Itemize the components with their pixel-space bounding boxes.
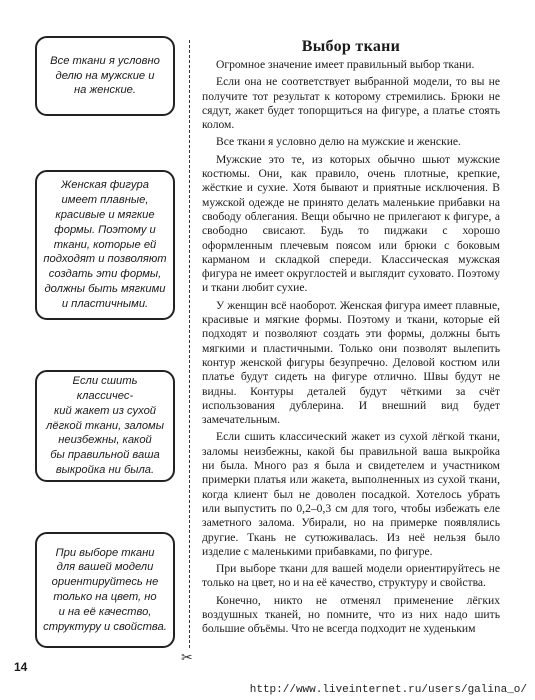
note-line: должны быть мягкими: [44, 283, 166, 295]
note-line: создать эти формы,: [48, 268, 162, 281]
page-number: 14: [14, 660, 28, 674]
article-title: Выбор ткани: [301, 38, 401, 55]
sidebar-note-1: [35, 36, 175, 116]
sidebar-note-4: [35, 532, 175, 648]
note-line: При выборе ткани: [55, 546, 155, 559]
note-line: Все ткани я условно: [50, 54, 160, 67]
article-paragraph: При выборе ткани для вашей модели ориентируйтесь не только на цвет, но и на её качество, структуру и свойства.: [202, 562, 500, 590]
article-paragraph: У женщин всё наоборот. Женская фигура имеет плавные, красивые и мягкие формы. Поэтому и ткани, которые ей подходят и позволяют создать эти формы, должны быть мягкими и пластичными. Только они позволят вылепить контур женской фигуры безупречно. Деловой костюм или платье будут сидеть на фигуре отлично. Швы будут не видны. Контуры деталей будут чёткими за счёт использования дублерина. И внешний вид будет замечательным.: [202, 298, 500, 427]
article-paragraph: Конечно, никто не отменял применение лёгких воздушных тканей, но помните, что из них надо шить большие объёмы. Что не всегда подходит не худеньким: [202, 593, 500, 636]
dashed-cut-line: [189, 40, 190, 648]
note-line: имеет плавные,: [61, 194, 149, 207]
note-line: ткани, которые ей: [53, 238, 157, 251]
note-line: на женские.: [74, 84, 136, 97]
note-line: только на цвет, но: [53, 591, 157, 603]
article-paragraph: Все ткани я условно делю на мужские и женские.: [216, 135, 461, 149]
note-line: лёгкой ткани, заломы: [46, 419, 164, 432]
note-line: делю на мужские и: [55, 69, 155, 82]
note-line: Если сшить классичес-: [72, 375, 138, 403]
note-line: и на её качество,: [58, 605, 152, 618]
scissors-icon: ✂: [181, 650, 193, 666]
sidebar-note-3: [35, 370, 175, 482]
note-line: для вашей модели: [56, 561, 154, 574]
note-line: бы правильной ваша: [50, 449, 160, 462]
article: [202, 38, 500, 640]
article-paragraph: Если сшить классический жакет из сухой лёгкой ткани, заломы неизбежны, какой бы правильной ваша выкройка ни была. Много раз я была и свидетелем и участником примерки платья или жакета, выполненных из сухой ткани, когда клиент был не доволен посадкой. Хотелось убрать или выпустить по 0,2–0,3 см для того, чтобы избежать еле заметного залома. Убирали, но на примерке появлялись другие. Ткань не сутюживалась. Из неё нельзя было изделие с маленькими прибавками, по фигуре.: [202, 430, 500, 558]
note-line: формы. Поэтому и: [54, 223, 156, 236]
article-paragraph: Если она не соответствует выбранной модели, то вы не получите тот результат к которому стремились. Брюки не сядут, жакет будет топорщиться на фигуре, а платье стоять колом.: [202, 75, 500, 132]
note-line: и пластичными.: [61, 297, 149, 310]
note-line: Женская фигура: [61, 179, 149, 192]
note-line: подходят и позволяют: [43, 253, 167, 266]
note-line: выкройка ни была.: [55, 464, 155, 476]
article-paragraph: Огромное значение имеет правильный выбор ткани.: [216, 58, 475, 71]
note-line: неизбежны, какой: [58, 434, 152, 447]
article-paragraph: Мужские это те, из которых обычно шьют мужские костюмы. Они, как правило, очень плотные, крепкие, жёсткие и сухие. Хотя бывают и приятные исключения. В мужской одежде не принято делать маленькие прибавки на свободу облегания. Вещи обычно не прилегают к фигуре, а свободно свисают. Будь то пиджаки с хорошо оформленным плечевым поясом или брюки с боковым карманом и складкой спереди. Классическая мужская фигура не имеет округлостей и выглядит суховато. Поэтому и ткани любит сухие.: [202, 152, 500, 295]
note-line: ориентируйтесь не: [51, 576, 159, 589]
sidebar-note-2: [35, 170, 175, 320]
note-line: структуру и свойства.: [43, 620, 167, 633]
watermark-url: http://www.liveinternet.ru/users/galina_o/: [249, 684, 527, 696]
note-line: кий жакет из сухой: [53, 404, 157, 417]
note-line: красивые и мягкие: [55, 209, 155, 222]
